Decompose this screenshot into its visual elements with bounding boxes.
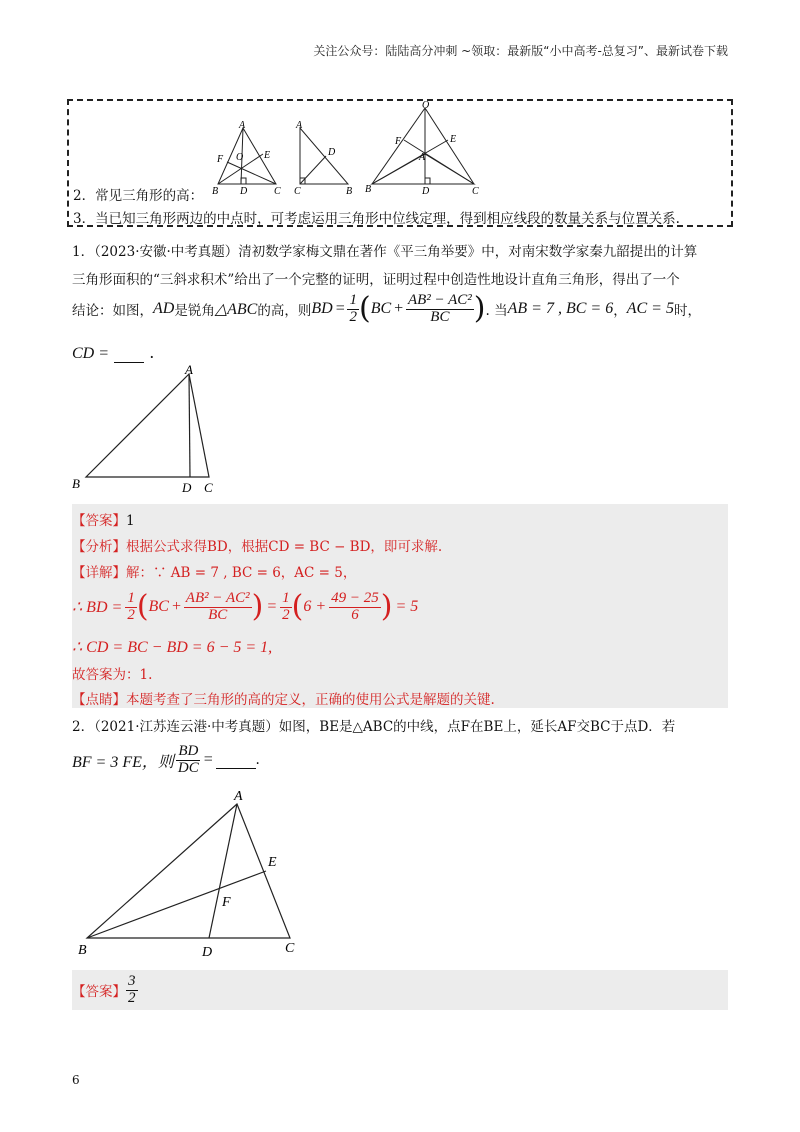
- fig1-label-d: D: [240, 186, 248, 196]
- q2-answer: 【答案】 $\frac{3}{2}$: [72, 972, 136, 1006]
- q1-line-4: CD = .: [72, 343, 155, 362]
- q2-fig-label-e: E: [268, 855, 277, 870]
- q1-fig-label-c: C: [204, 480, 213, 495]
- box-line-3: 3．当已知三角形两边的中点时，可考虑运用三角形中位线定理，得到相应线段的数量关系与位置关系.: [73, 211, 680, 227]
- fig1-label-f: F: [217, 154, 224, 165]
- q1-fig-label-d: D: [182, 480, 192, 495]
- q1-fig-label-b: B: [72, 476, 80, 491]
- q2-figure-triangle: [70, 784, 310, 964]
- fig3-label-b: B: [365, 184, 372, 195]
- figure-right-triangle-height: [292, 118, 362, 196]
- fig3-label-o: O: [422, 100, 430, 111]
- fig1-label-o: O: [236, 152, 244, 163]
- fig1-label-a: A: [239, 120, 246, 131]
- q2-fig-label-b: B: [78, 943, 87, 958]
- q2-fig-label-c: C: [285, 941, 295, 956]
- q2-answer-blank: [216, 752, 256, 769]
- q2-fig-label-a: A: [234, 789, 243, 804]
- q2-line-1: 2．（2021·江苏连云港·中考真题）如图，BE是△ABC的中线，点F在BE上，延长AF交BC于点D．若: [72, 719, 676, 735]
- fig3-label-f: F: [395, 136, 402, 147]
- q2-ratio-fraction: $\frac{BD}{DC}$: [177, 742, 199, 776]
- page-header: 关注公众号：陆陆高分冲刺 ~领取：最新版“小中高考-总复习”、最新试卷下载: [313, 44, 728, 58]
- q1-answer: 【答案】1: [72, 513, 135, 529]
- figure-acute-triangle-heights: [210, 118, 290, 196]
- q1-analysis: 【分析】根据公式求得BD，根据CD = BC − BD，即可求解.: [72, 539, 443, 555]
- fig3-label-a: A: [419, 152, 426, 163]
- q2-line-2: BF = 3 FE，则 $\frac{BD}{DC}$ = .: [72, 742, 260, 776]
- q1-line-1: 1．（2023·安徽·中考真题）清初数学家梅文鼎在著作《平三角举要》中，对南宋数学家秦九韶提出的计算: [72, 244, 698, 260]
- fig1-label-b: B: [212, 186, 219, 196]
- figure-obtuse-triangle-heights: [362, 100, 484, 196]
- q1-formula-half: $\frac{1}{2}$: [349, 291, 357, 325]
- q2-solution-panel: [72, 970, 728, 1010]
- page-number: 6: [72, 1073, 80, 1087]
- fig2-label-b: B: [346, 186, 353, 196]
- q1-detail-3: ∴ CD = BC − BD = 6 − 5 = 1,: [72, 639, 273, 656]
- box-line-2: 2．常见三角形的高：: [73, 188, 204, 204]
- fig2-label-c: C: [294, 186, 301, 196]
- q1-answer-blank: [114, 343, 144, 363]
- fig3-label-d: D: [422, 186, 430, 196]
- q1-detail-1: 【详解】解：∵ AB = 7 , BC = 6，AC = 5，: [72, 565, 357, 581]
- fig2-label-a: A: [296, 120, 303, 131]
- q2-fig-label-f: F: [222, 895, 231, 910]
- q1-figure-triangle: [70, 362, 230, 498]
- q1-detail-4: 故答案为：1.: [72, 667, 153, 683]
- q1-line-2: 三角形面积的“三斜求积术”给出了一个完整的证明，证明过程中创造性地设计直角三角形，得出了一个: [72, 272, 680, 288]
- fig1-label-e: E: [264, 150, 271, 161]
- q1-line-3: 结论：如图， AD 是锐角 △ABC 的高，则 BD = $\frac{1}{2}$ ( BC + $\frac{\text{AB² − AC²}}{BC}$ ) . 当 AB = 7 , BC = 6 ， AC = 5 时，: [72, 291, 701, 326]
- q1-detail-2: ∴ BD = $\frac{1}{2}$ ( BC + $\frac{\text{AB² − AC²}}{BC}$ ) = $\frac{1}{2}$ ( 6 + $\frac{49 - 25}{6}$ ) = 5: [72, 589, 419, 624]
- fig1-label-c: C: [274, 186, 281, 196]
- q1-fig-label-a: A: [185, 362, 193, 377]
- fig2-label-d: D: [328, 147, 336, 158]
- q1-comment: 【点睛】本题考查了三角形的高的定义，正确的使用公式是解题的关键.: [72, 692, 495, 708]
- fig3-label-e: E: [450, 134, 457, 145]
- q1-formula-fraction: $\frac{\text{AB² − AC²}}{BC}$: [407, 291, 472, 325]
- fig3-label-c: C: [472, 186, 479, 196]
- q2-fig-label-d: D: [202, 945, 213, 960]
